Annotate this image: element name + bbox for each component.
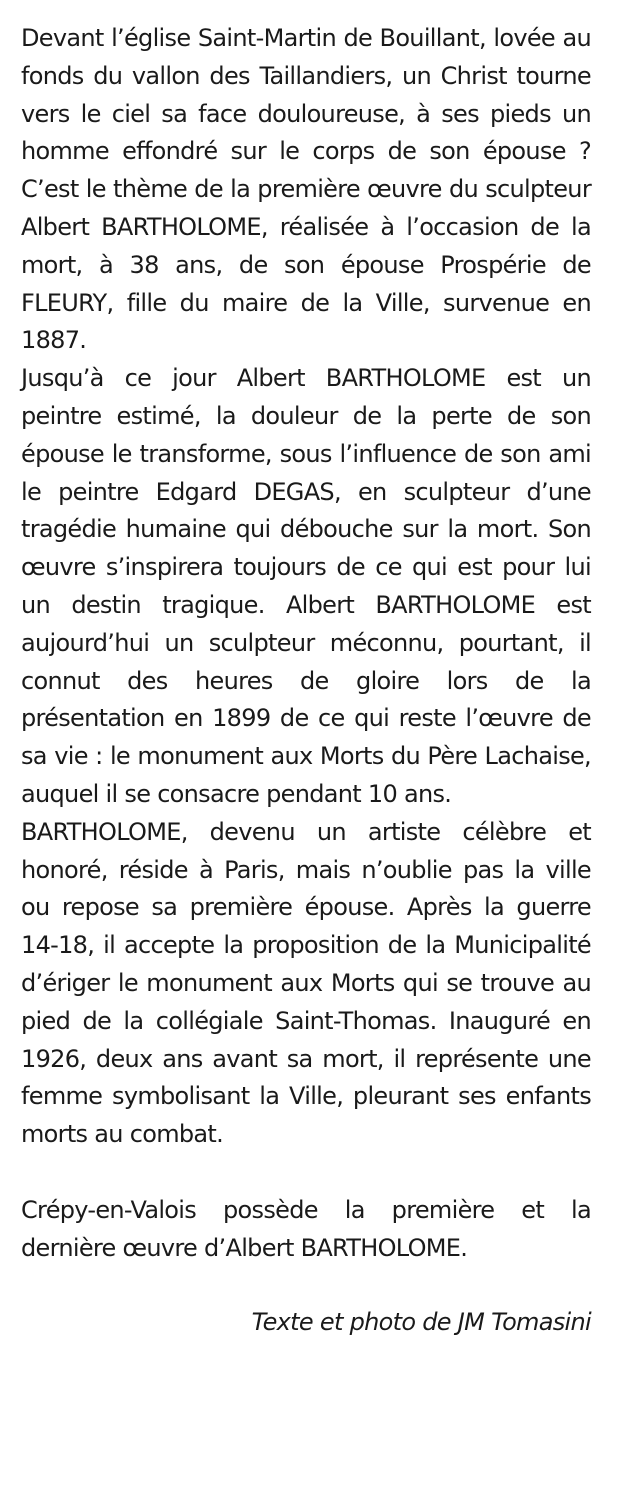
paragraph-war-memorial: BARTHOLOME, devenu un artiste célèbre et honoré, réside à Paris, mais n’oublie pas la ville ou repose sa première épouse. Après la guerre 14-18, il accepte la proposition de la Municipalité d’ériger le monument aux Morts qui se trouve au pied de la collégiale Saint-Thomas. Inauguré en 1926, deux ans avant sa mort, il représente une femme symbolisant la Ville, pleurant ses enfants morts au combat. — [21, 817, 591, 1149]
paragraph-conclusion: Crépy-en-Valois possède la première et la dernière œuvre d’Albert BARTHOLOME. — [21, 1195, 591, 1262]
paragraph-spacer — [21, 1154, 591, 1192]
paragraph-bouillant-church: Devant l’église Saint-Martin de Bouillant, lovée au fonds du vallon des Taillandiers, un Christ tourne vers le ciel sa face douloureuse, à ses pieds un homme effondré sur le corps de son épouse ? C’est le thème de la première œuvre du sculpteur Albert BARTHOLOME, réalisée à l’occasion de la mort, à 38 ans, de son épouse Prospérie de FLEURY, fille du maire de la Ville, survenue en 1887. — [21, 24, 591, 355]
paragraph-bartholome-career: Jusqu’à ce jour Albert BARTHOLOME est un peintre estimé, la douleur de la perte de son épouse le transforme, sous l’influence de son ami le peintre Edgard DEGAS, en sculpteur d’une tragédie humaine qui débouche sur la mort. Son œuvre s’inspirera toujours de ce qui est pour lui un destin tragique. Albert BARTHOLOME est aujourd’hui un sculpteur méconnu, pourtant, il connut des heures de gloire lors de la présentation en 1899 de ce qui reste l’œuvre de sa vie : le monument aux Morts du Père Lachaise, auquel il se consacre pendant 10 ans. — [21, 364, 591, 808]
author-credit: Texte et photo de JM Tomasini — [251, 1308, 591, 1337]
article-body — [21, 20, 591, 1342]
